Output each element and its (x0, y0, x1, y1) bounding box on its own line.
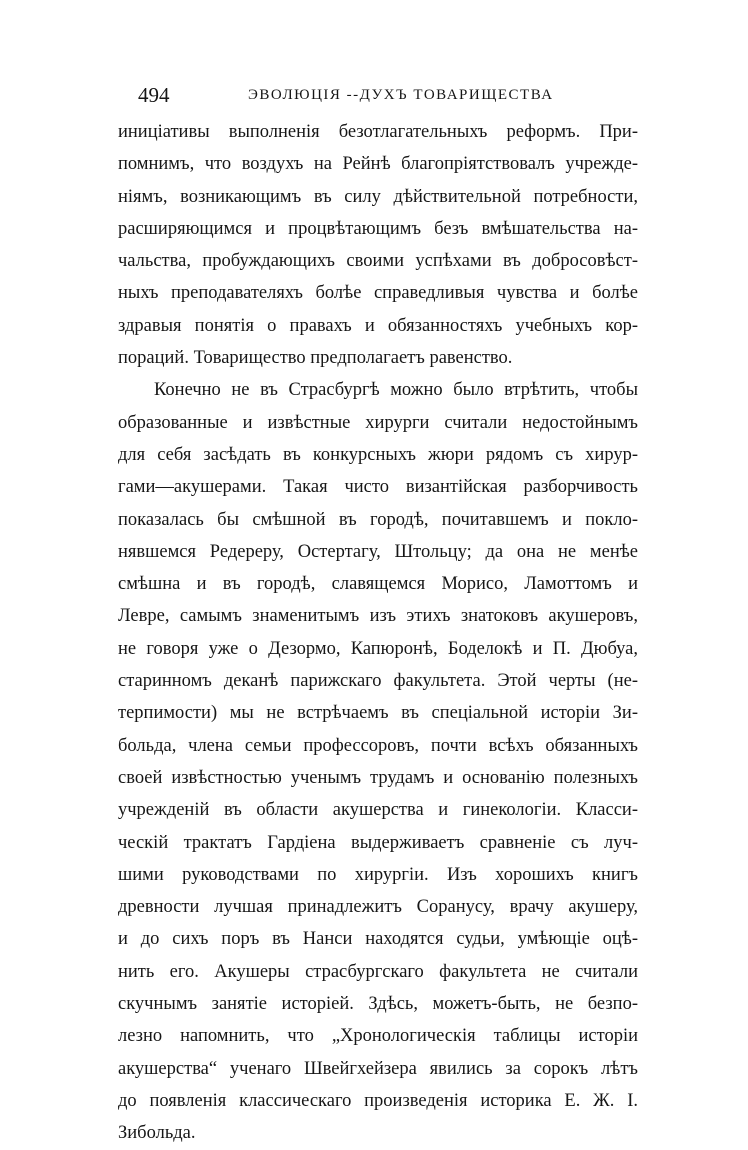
text-line: пораций. Товарищество предполагаетъ равенство. (118, 348, 513, 369)
text-line: образованные и извѣстные хирурги считали недостойнымъ (118, 412, 638, 433)
text-line: ніямъ, возникающимъ въ силу дѣйствительной потребности, (118, 186, 638, 207)
text-line: древности лучшая принадлежитъ Соранусу, врачу акушеру, (118, 897, 638, 918)
text-line: смѣшна и въ городѣ, славящемся Морисо, Ламоттомъ и (118, 574, 638, 595)
text-line: акушерства“ ученаго Швейгхейзера явились за сорокъ лѣтъ (118, 1058, 638, 1079)
text-line: и до сихъ поръ въ Нанси находятся судьи, умѣющіе оцѣ- (118, 929, 638, 950)
text-line: не говоря уже о Дезормо, Капюронѣ, Боделокѣ и П. Дюбуа, (118, 638, 638, 659)
text-line: ныхъ преподавателяхъ болѣе справедливыя чувства и болѣе (118, 283, 638, 304)
text-line: больда, члена семьи профессоровъ, почти всѣхъ обязанныхъ (118, 735, 638, 756)
page-header (118, 80, 630, 110)
text-line: для себя засѣдать въ конкурсныхъ жюри рядомъ съ хирур- (118, 444, 638, 465)
text-line: Конечно не въ Страсбургѣ можно было втрѣтить, чтобы (154, 380, 638, 401)
text-line: до появленія классическаго произведенія историка Е. Ж. І. (118, 1090, 638, 1111)
paragraph-2 (118, 374, 638, 1149)
text-line: терпимости) мы не встрѣчаемъ въ спеціальной исторіи Зи- (118, 703, 638, 724)
text-line: своей извѣстностью ученымъ трудамъ и основанію полезныхъ (118, 767, 638, 788)
text-line: нить его. Акушеры страсбургскаго факультета не считали (118, 961, 638, 982)
text-line: показалась бы смѣшной въ городѣ, почитавшемъ и покло- (118, 509, 638, 530)
text-line: Левре, самымъ знаменитымъ изъ этихъ знатоковъ акушеровъ, (118, 606, 638, 627)
text-line: ческій трактатъ Гардіена выдерживаетъ сравненіе съ луч- (118, 832, 638, 853)
text-line: расширяющимся и процвѣтающимъ безъ вмѣшательства на- (118, 218, 638, 239)
text-line: шими руководствами по хирургіи. Изъ хорошихъ книгъ (118, 864, 638, 885)
text-line: старинномъ деканѣ парижскаго факультета. Этой черты (не- (118, 671, 638, 692)
text-line: нявшемся Редереру, Остертагу, Штольцу; да она не менѣе (118, 541, 638, 562)
text-line: чальства, пробуждающихъ своими успѣхами въ добросовѣст- (118, 251, 638, 272)
text-line: учрежденій въ области акушерства и гинекологіи. Класси- (118, 800, 638, 821)
text-line: здравыя понятія о правахъ и обязанностяхъ учебныхъ кор- (118, 315, 638, 336)
paragraph-1 (118, 116, 638, 374)
running-title: ЭВОЛЮЦІЯ --ДУХЪ ТОВАРИЩЕСТВА (248, 87, 554, 103)
text-line: скучнымъ занятіе исторіей. Здѣсь, можетъ-быть, не безпо- (118, 994, 638, 1015)
page-number: 494 (138, 83, 170, 107)
text-line: помнимъ, что воздухъ на Рейнѣ благопріятствовалъ учрежде- (118, 154, 638, 175)
text-line: иниціативы выполненія безотлагательныхъ реформъ. При- (118, 122, 638, 142)
text-line: гами—акушерами. Такая чисто византійская разборчивость (118, 477, 638, 498)
body-text (118, 116, 638, 1150)
text-line: Зибольда. (118, 1123, 196, 1144)
text-line: лезно напомнить, что „Хронологическія таблицы исторіи (118, 1026, 638, 1047)
